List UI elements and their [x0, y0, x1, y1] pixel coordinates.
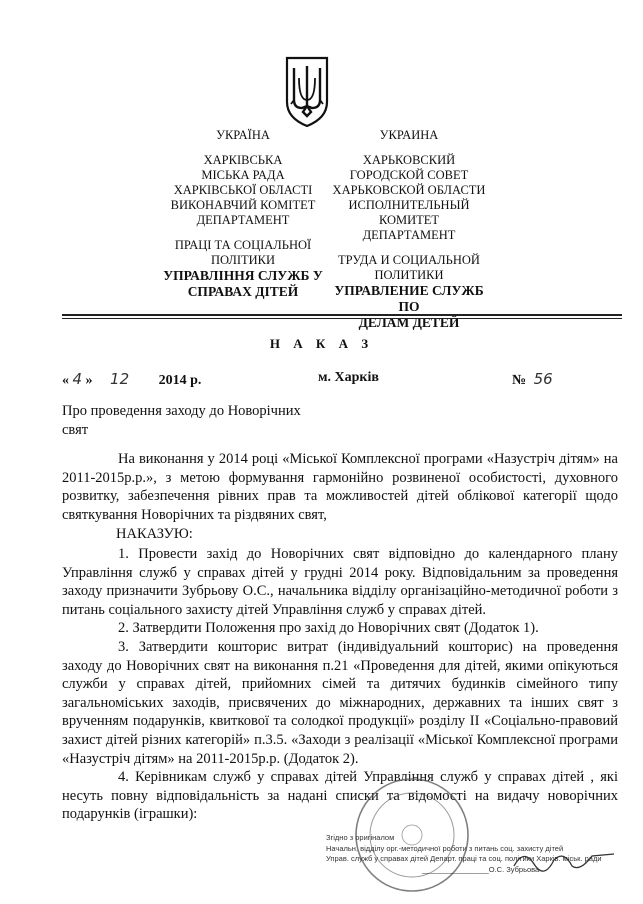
order-item: 1. Провести захід до Новорічних свят відповідно до календарного плану Управління служб у справах дітей у грудні 2014 року. Відповідальним за проведення заходу призначити Зубрьову О.С., начальника відділу організаційно-методичної роботи з питань соціального захисту дітей Управління служб у справах дітей.	[62, 546, 618, 618]
department-ru	[324, 253, 494, 283]
header-left-column	[158, 128, 328, 300]
order-item: 4. Керівникам служб у справах дітей Управління служб у справах дітей , які несуть повну відповідальність за надані списки та відомості на видачу новорічних подарунків (іграшки):	[62, 769, 618, 823]
org-line: ХАРЬКОВСКОЙ ОБЛАСТИ	[332, 183, 486, 197]
dept-line: ПРАЦІ ТА СОЦІАЛЬНОЇ	[174, 238, 312, 252]
document-date	[62, 370, 201, 389]
number-label: №	[512, 373, 527, 388]
department-ua	[158, 238, 328, 268]
certification-line: Начальн. відділу орг.-методичної роботи з питань соц. захисту дітей	[326, 843, 564, 853]
date-month-handwritten: 12	[110, 370, 130, 388]
org-line: ДЕПАРТАМЕНТ	[196, 213, 290, 227]
header-divider-thin	[62, 318, 622, 319]
unit-line: СПРАВАХ ДІТЕЙ	[187, 284, 299, 299]
number-value-handwritten: 56	[533, 370, 553, 388]
document-type-title: Н А К А З	[269, 336, 374, 351]
document-subject: Про проведення заходу до Новорічних свят	[62, 403, 301, 438]
org-line: ВИКОНАВЧИЙ КОМІТЕТ	[170, 198, 316, 212]
unit-name-ru	[324, 283, 494, 331]
org-line: ГОРОДСКОЙ СОВЕТ	[349, 168, 469, 182]
dept-line: ПОЛІТИКИ	[210, 253, 276, 267]
org-line: ХАРКІВСЬКА	[203, 153, 283, 167]
intro-paragraph: На виконання у 2014 році «Міської Комплексної програми «Назустріч дітям» на 2011-2015р.р.», з метою формування гармонійно розвиненої особистості, духовного розвитку, забезпечення рівних прав та можливостей дітей облікової категорії щодо святкування Новорічних та різдвяних свят,	[62, 451, 618, 523]
unit-name-ua	[158, 268, 328, 300]
order-items	[62, 545, 618, 824]
document-number	[512, 370, 553, 389]
coat-of-arms-emblem	[284, 56, 330, 128]
place-of-issue: м. Харків	[318, 370, 379, 385]
org-line: МІСЬКА РАДА	[201, 168, 285, 182]
header-divider-thick	[62, 314, 622, 316]
unit-line: УПРАВЛЕНИЕ СЛУЖБ ПО	[334, 283, 484, 314]
country-name-ru: УКРАИНА	[379, 128, 439, 142]
date-day-handwritten: 4	[72, 370, 83, 388]
order-item: 3. Затвердити кошторис витрат (індивідуальний кошторис) на проведення заходу до Новорічних свят на виконання п.21 «Проведення для дітей, якими опікуються служби у справах дітей, прийомних сімей та дитячих будинків сімейного типу загальноміських заходів, присвячених до міжнародних, державних та інших свят з врученням подарунків, квиткової та солодкої продукції» розділу ІІ «Соціально-правовий захист дітей різних категорій» п.3.5. «Заходи з реалізації «Міської Комплексної програми «Назустріч дітям» на 2011-2015р.р. (Додаток 2).	[62, 638, 618, 767]
order-item: 2. Затвердити Положення про захід до Новорічних свят (Додаток 1).	[118, 620, 539, 637]
unit-line: УПРАВЛІННЯ СЛУЖБ У	[163, 268, 323, 283]
unit-line: ДЕЛАМ ДЕТЕЙ	[358, 315, 460, 330]
certification-line: Згідно з оригіналом	[326, 833, 395, 842]
org-line: ДЕПАРТАМЕНТ	[362, 228, 456, 242]
certification-signer: ________________О.С. Зубрьова	[422, 864, 540, 874]
country-name-ua: УКРАЇНА	[216, 128, 270, 142]
org-line: ХАРЬКОВСКИЙ	[362, 153, 456, 167]
dept-line: ПОЛИТИКИ	[374, 268, 444, 282]
order-heading: НАКАЗУЮ:	[116, 526, 193, 542]
date-close-quote: »	[85, 373, 93, 388]
org-line: ХАРКІВСЬКОЇ ОБЛАСТІ	[173, 183, 313, 197]
date-year: 2014 р.	[158, 373, 202, 388]
org-line: ИСПОЛНИТЕЛЬНЫЙ КОМИТЕТ	[348, 198, 470, 227]
certification-line: Управ. служб у справах дітей Департ. праці та соц. політики Харків. міськ. ради	[326, 854, 602, 863]
dept-line: ТРУДА И СОЦИАЛЬНОЙ	[338, 253, 480, 267]
certification-note	[326, 833, 602, 875]
header-right-column	[324, 128, 494, 331]
organization-ua	[158, 153, 328, 228]
date-open-quote: «	[62, 373, 69, 388]
organization-ru	[324, 153, 494, 243]
